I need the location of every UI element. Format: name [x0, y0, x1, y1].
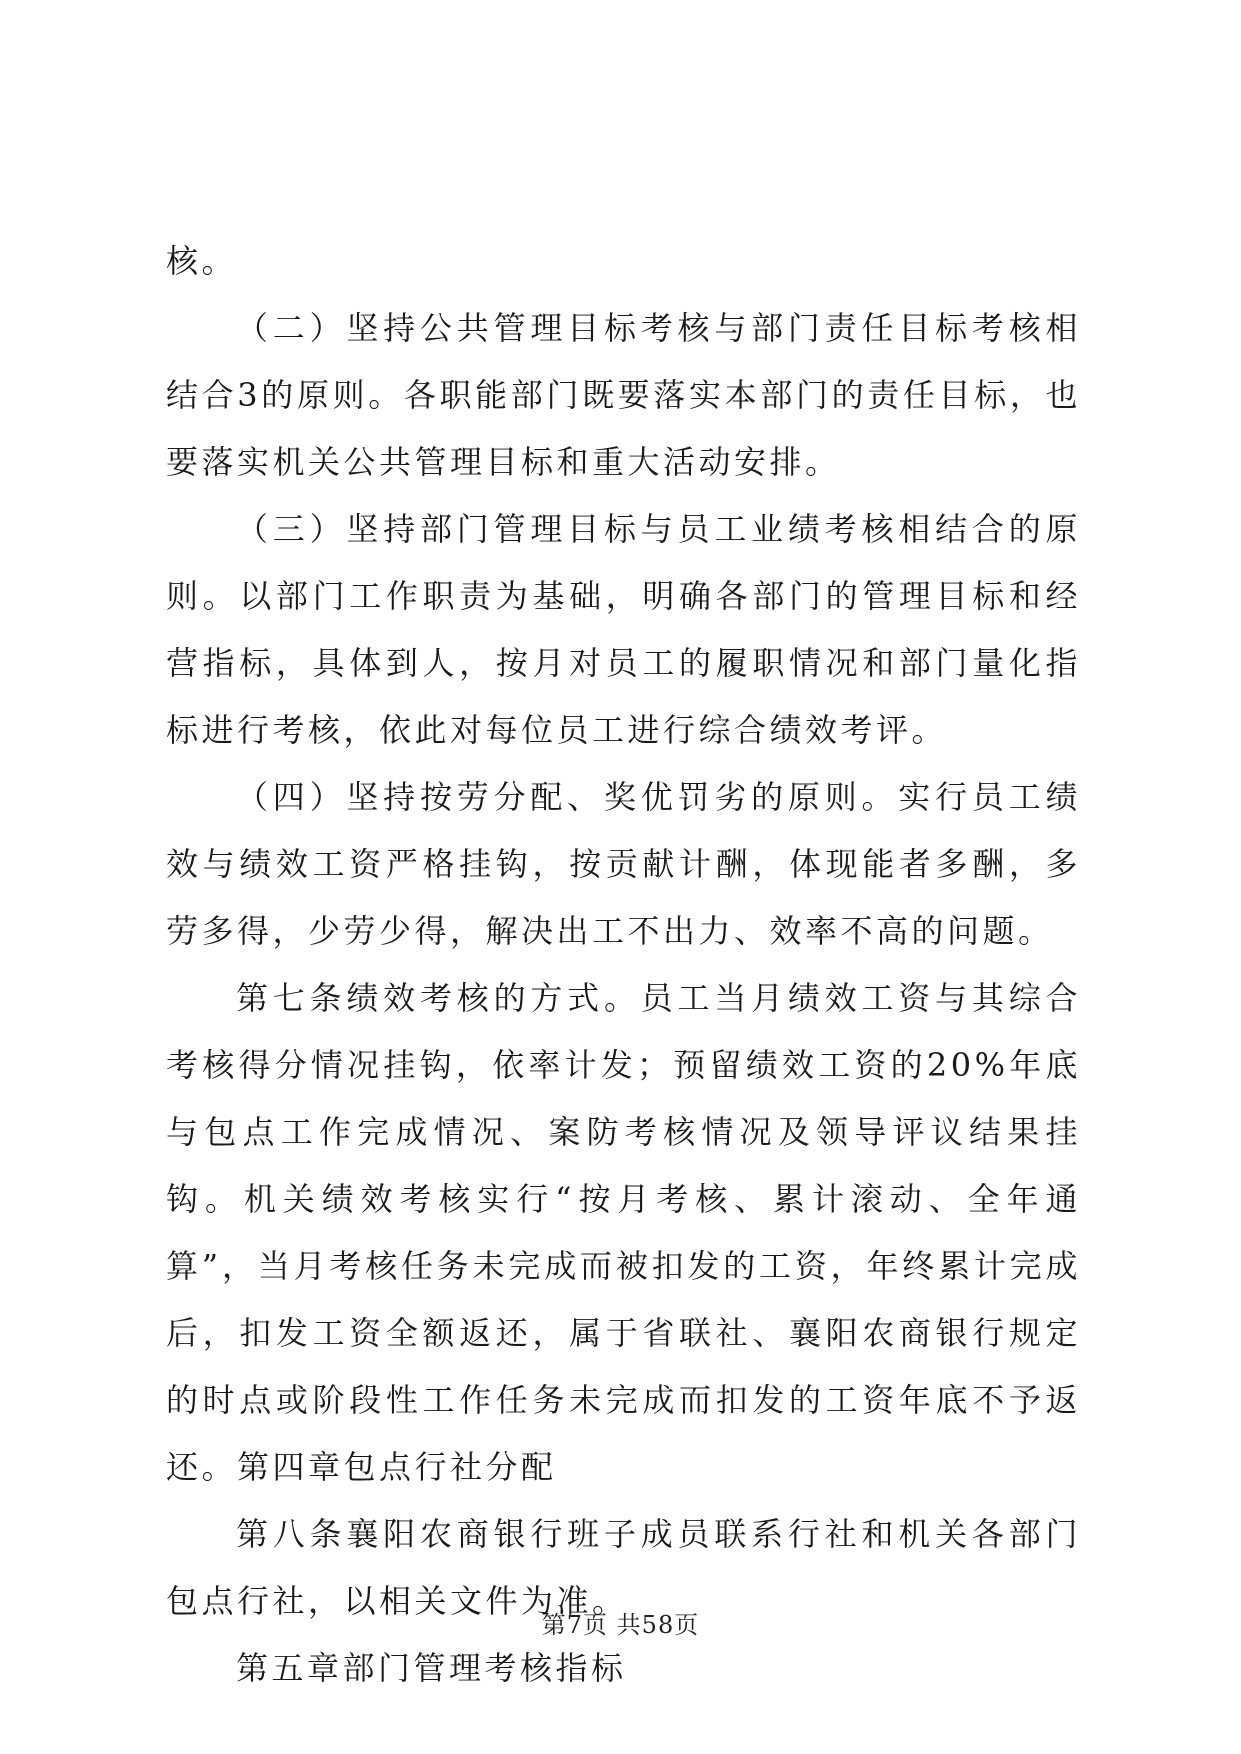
paragraph-principle-3: （三）坚持部门管理目标与员工业绩考核相结合的原则。以部门工作职责为基础，明确各部门的管理目标和经营指标，具体到人，按月对员工的履职情况和部门量化指标进行考核，依此对每位员工进行综合绩效考评。	[166, 510, 1081, 749]
document-body	[166, 228, 1081, 1702]
paragraph-principle-4: （四）坚持按劳分配、奖优罚劣的原则。实行员工绩效与绩效工资严格挂钩，按贡献计酬，体现能者多酬，多劳多得，少劳少得，解决出工不出力、效率不高的问题。	[166, 778, 1081, 950]
paragraph-continuation: 核。	[166, 242, 238, 280]
page-number-footer: 第7页 共58页	[541, 1611, 700, 1639]
chapter-5-heading: 第五章部门管理考核指标	[236, 1649, 627, 1687]
paragraph-principle-2: （二）坚持公共管理目标考核与部门责任目标考核相结合3的原则。各职能部门既要落实本部门的责任目标，也要落实机关公共管理目标和重大活动安排。	[166, 309, 1081, 481]
paragraph-article-7: 第七条绩效考核的方式。员工当月绩效工资与其综合考核得分情况挂钩，依率计发；预留绩效工资的20%年底与包点工作完成情况、案防考核情况及领导评议结果挂钩。机关绩效考核实行“按月考核、累计滚动、全年通算”，当月考核任务未完成而被扣发的工资，年终累计完成后，扣发工资全额返还，属于省联社、襄阳农商银行规定的时点或阶段性工作任务未完成而扣发的工资年底不予返还。第四章包点行社分配	[166, 979, 1081, 1486]
paragraph-article-8: 第八条襄阳农商银行班子成员联系行社和机关各部门包点行社，以相关文件为准。	[166, 1515, 1081, 1620]
